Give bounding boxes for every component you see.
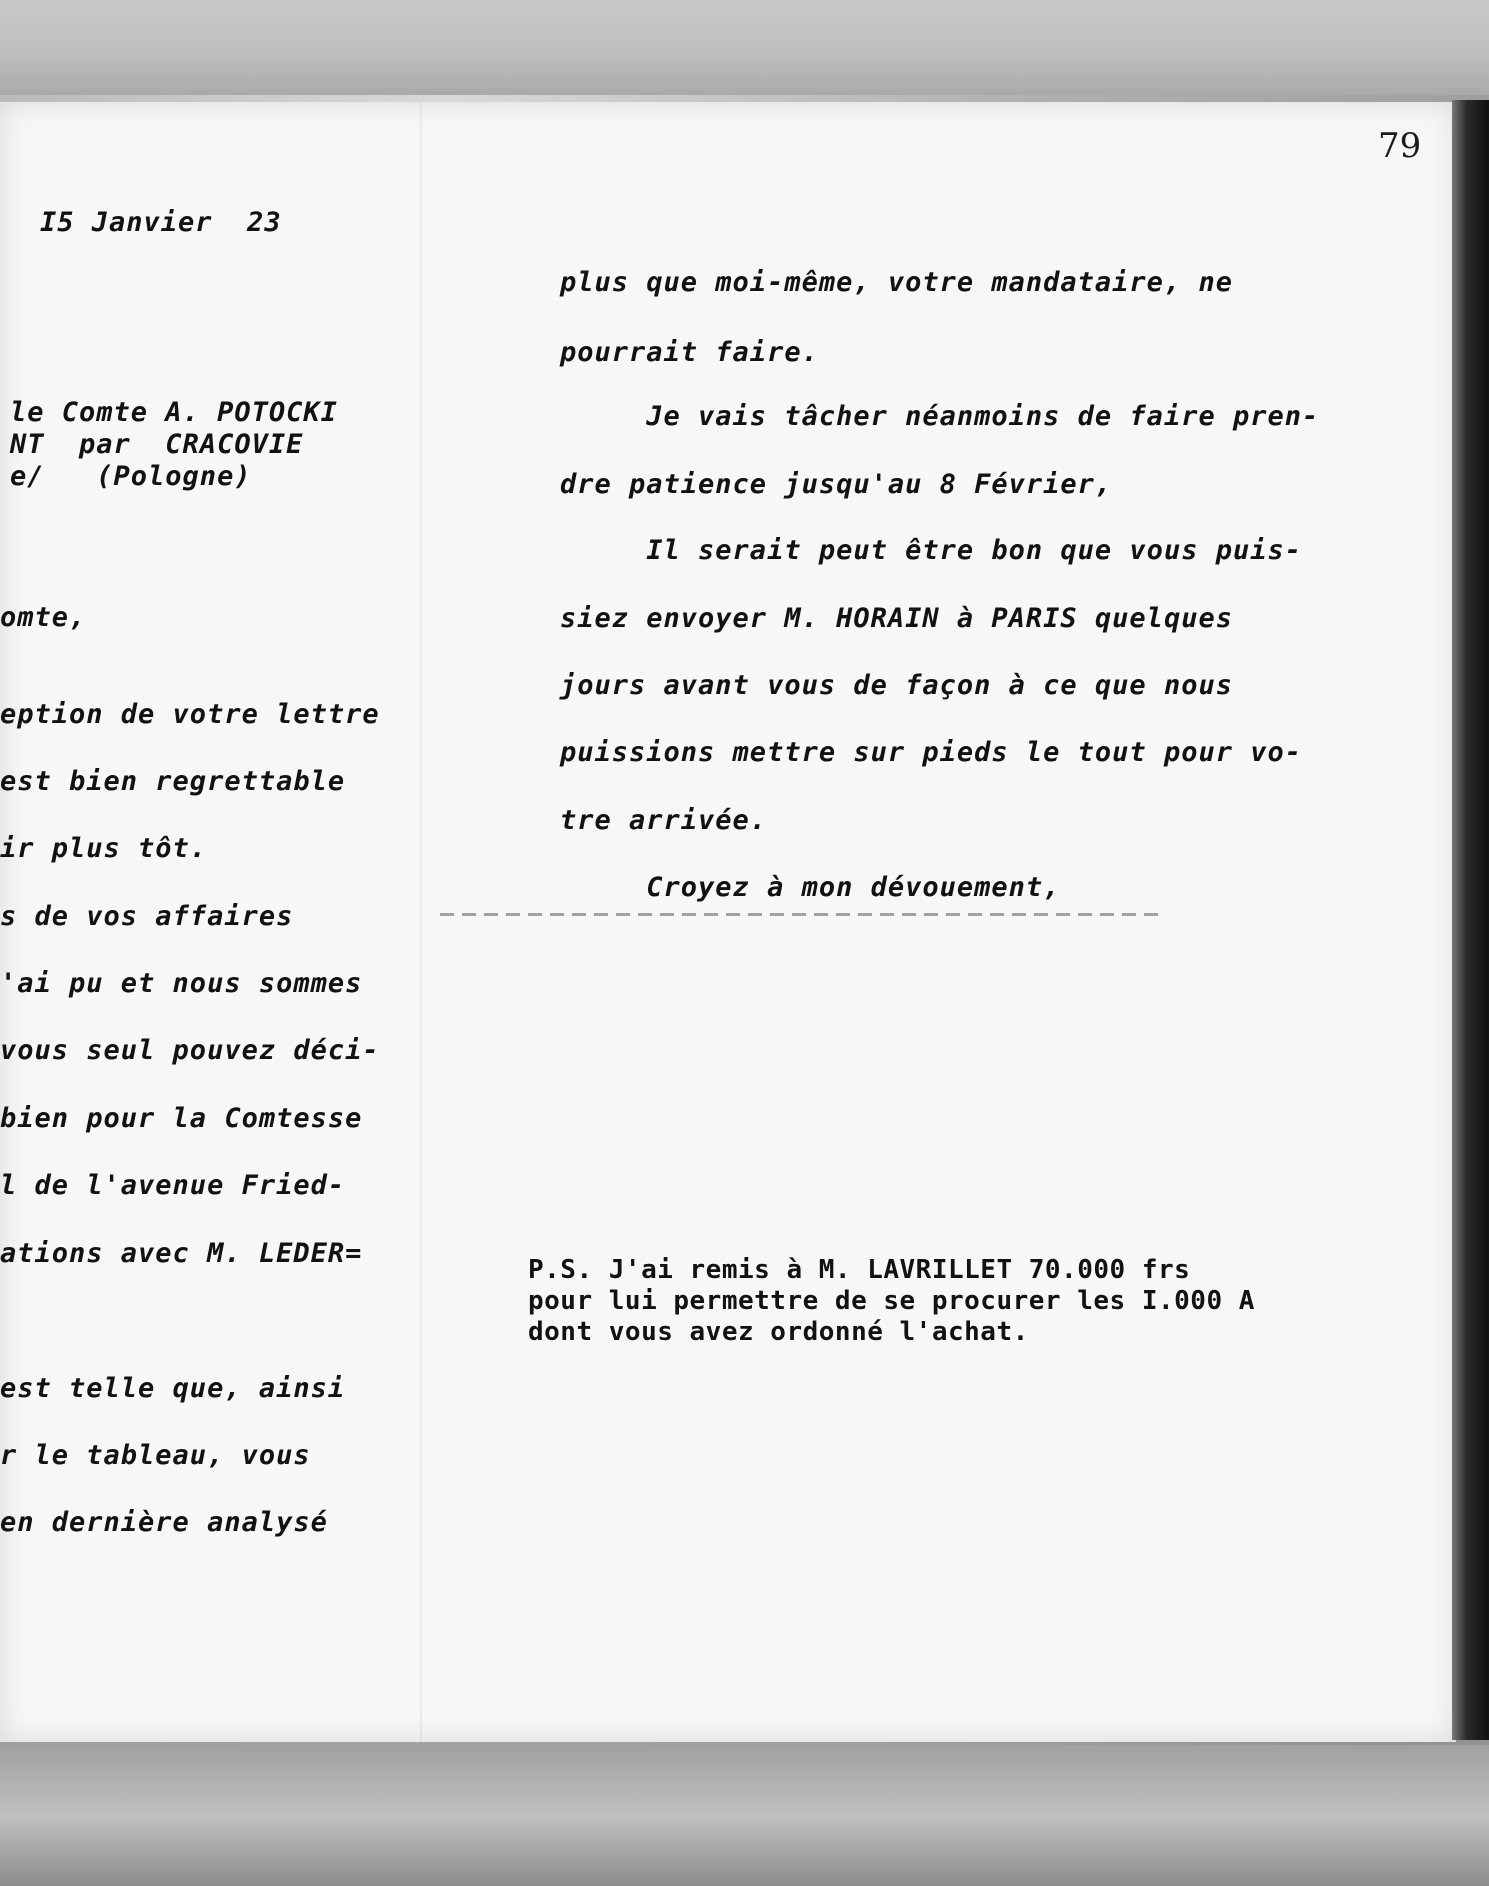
page-fold xyxy=(420,102,422,1742)
closing-line: Croyez à mon dévouement, xyxy=(560,872,1061,903)
page-number: 79 xyxy=(1378,126,1422,166)
body-line: Je vais tâcher néanmoins de faire pren- xyxy=(560,401,1320,432)
postscript-line: P.S. J'ai remis à M. LAVRILLET 70.000 frs xyxy=(528,1255,1191,1285)
body-line: pourrait faire. xyxy=(560,337,819,368)
bottom-scan-margin xyxy=(0,1745,1489,1886)
body-line: ations avec M. LEDER= xyxy=(0,1238,363,1269)
body-line: est bien regrettable xyxy=(0,766,346,797)
postscript-line: dont vous avez ordonné l'achat. xyxy=(528,1317,1029,1347)
body-line: puissions mettre sur pieds le tout pour vo- xyxy=(560,737,1302,768)
postscript-line: pour lui permettre de se procurer les I.000 A xyxy=(528,1286,1255,1316)
body-line: siez envoyer M. HORAIN à PARIS quelques xyxy=(560,603,1233,634)
body-line: r le tableau, vous xyxy=(0,1440,311,1471)
body-line: jours avant vous de façon à ce que nous xyxy=(560,670,1233,701)
body-line: tre arrivée. xyxy=(560,805,768,836)
address-line: le Comte A. POTOCKI xyxy=(10,397,338,428)
address-line: NT par CRACOVIE xyxy=(10,429,304,460)
body-line: est telle que, ainsi xyxy=(0,1373,346,1404)
body-line: s de vos affaires xyxy=(0,901,294,932)
address-line: e/ (Pologne) xyxy=(10,461,252,492)
body-line: plus que moi-même, votre mandataire, ne xyxy=(560,267,1233,298)
body-line: en dernière analysé xyxy=(0,1507,328,1538)
body-line: dre patience jusqu'au 8 Février, xyxy=(560,469,1113,500)
body-line: eption de votre lettre xyxy=(0,699,380,730)
body-line: l de l'avenue Fried- xyxy=(0,1170,346,1201)
body-line: ir plus tôt. xyxy=(0,833,208,864)
smudge-line xyxy=(440,913,1160,916)
top-scan-margin xyxy=(0,0,1489,95)
body-line: bien pour la Comtesse xyxy=(0,1103,363,1134)
body-line: Il serait peut être bon que vous puis- xyxy=(560,535,1302,566)
salutation: omte, xyxy=(0,602,87,633)
page-edge-shadow xyxy=(1452,100,1489,1740)
body-line: 'ai pu et nous sommes xyxy=(0,968,363,999)
body-line: vous seul pouvez déci- xyxy=(0,1035,380,1066)
letter-date: I5 Janvier 23 xyxy=(40,207,282,238)
